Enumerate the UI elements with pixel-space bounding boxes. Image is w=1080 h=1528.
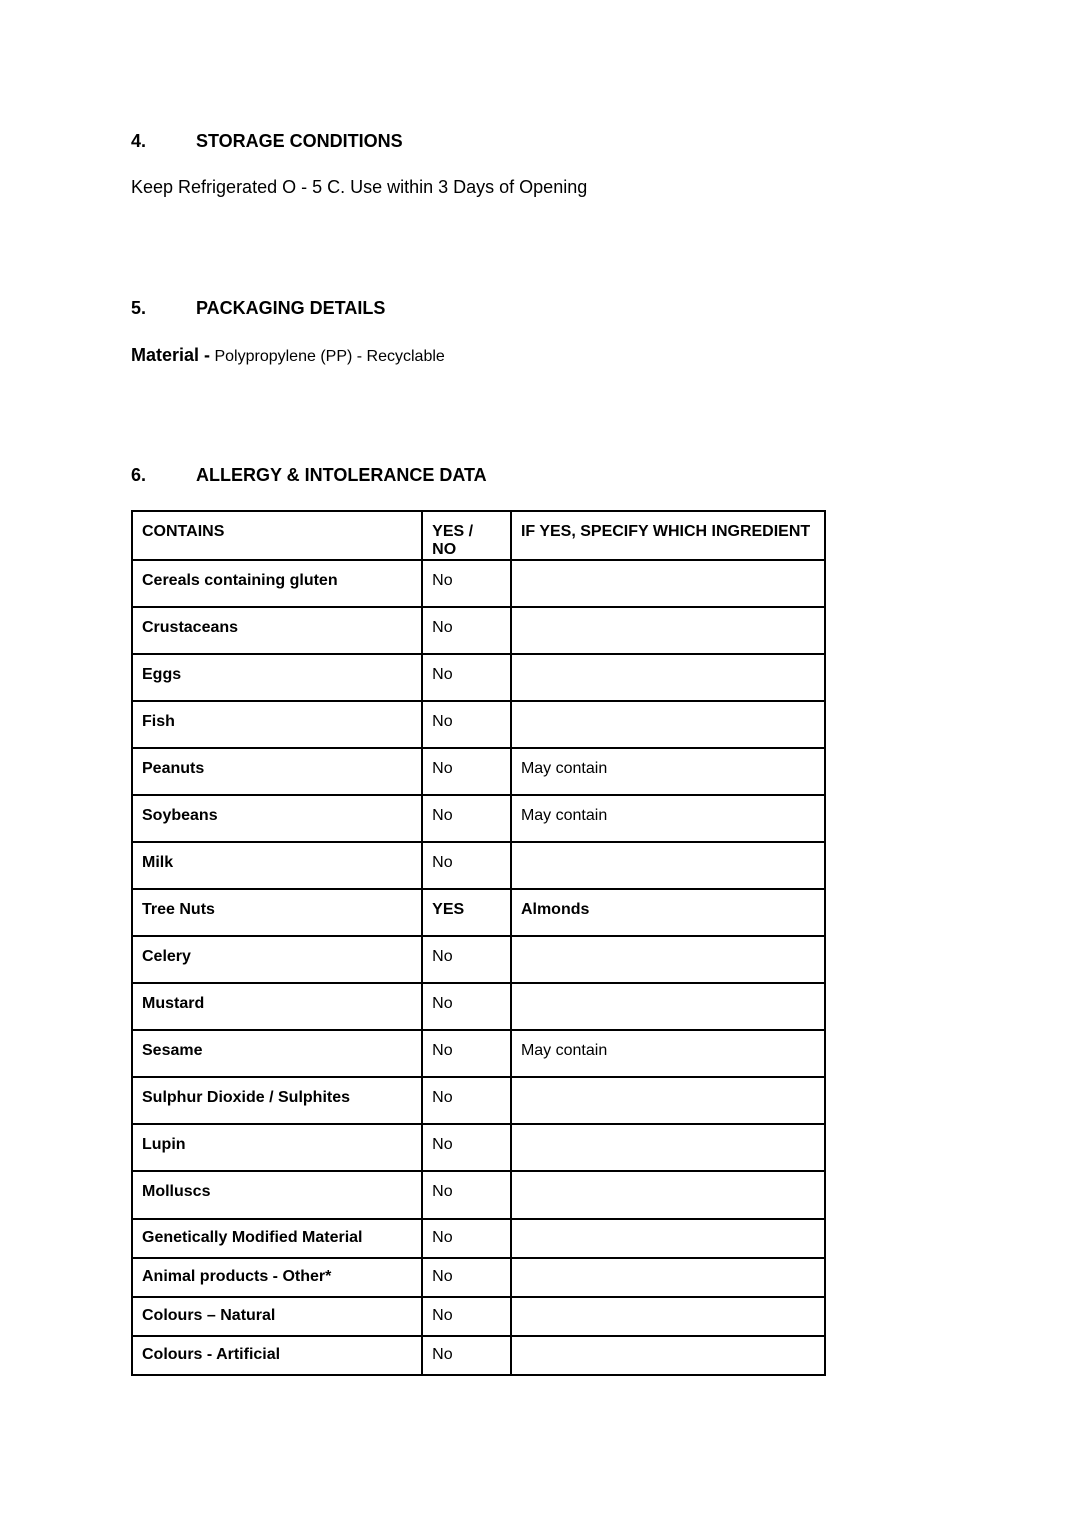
allergen-name: Lupin	[132, 1124, 422, 1171]
table-row	[132, 795, 825, 842]
allergen-name: Soybeans	[132, 795, 422, 842]
table-row	[132, 1124, 825, 1171]
allergen-ingredient	[511, 1124, 825, 1171]
allergen-ingredient	[511, 701, 825, 748]
allergen-name: Cereals containing gluten	[132, 560, 422, 607]
allergen-yes-no: No	[422, 1258, 511, 1297]
allergen-ingredient	[511, 983, 825, 1030]
storage-number: 4.	[131, 131, 147, 151]
allergen-yes-no: No	[422, 1336, 511, 1375]
allergen-ingredient	[511, 560, 825, 607]
header-ingredient: IF YES, SPECIFY WHICH INGREDIENT	[511, 511, 825, 560]
allergy-number: 6.	[131, 465, 147, 485]
allergen-yes-no: No	[422, 748, 511, 795]
allergen-name: Sesame	[132, 1030, 422, 1077]
allergen-ingredient	[511, 1171, 825, 1219]
allergen-yes-no: No	[422, 1124, 511, 1171]
allergy-table	[131, 510, 826, 1376]
table-row	[132, 1077, 825, 1124]
allergen-yes-no: No	[422, 607, 511, 654]
packaging-number: 5.	[131, 298, 147, 318]
allergen-yes-no: No	[422, 1219, 511, 1258]
allergen-ingredient	[511, 936, 825, 983]
allergen-name: Milk	[132, 842, 422, 889]
allergen-name: Crustaceans	[132, 607, 422, 654]
allergen-ingredient	[511, 654, 825, 701]
allergen-name: Peanuts	[132, 748, 422, 795]
table-row	[132, 1030, 825, 1077]
table-row	[132, 1219, 825, 1258]
storage-heading	[131, 131, 403, 152]
allergen-ingredient: Almonds	[511, 889, 825, 936]
packaging-heading	[131, 298, 385, 319]
storage-text: Keep Refrigerated O - 5 C. Use within 3 Days of Opening	[131, 177, 588, 197]
allergen-yes-no: No	[422, 795, 511, 842]
table-row	[132, 1297, 825, 1336]
allergen-ingredient	[511, 1077, 825, 1124]
table-row	[132, 1171, 825, 1219]
allergen-name: Celery	[132, 936, 422, 983]
table-row	[132, 748, 825, 795]
allergen-ingredient	[511, 1297, 825, 1336]
table-row	[132, 842, 825, 889]
table-row	[132, 607, 825, 654]
allergen-yes-no: No	[422, 654, 511, 701]
material-label: Material -	[131, 345, 211, 365]
allergen-name: Molluscs	[132, 1171, 422, 1219]
allergen-yes-no: No	[422, 1171, 511, 1219]
allergen-ingredient	[511, 1336, 825, 1375]
table-row	[132, 1258, 825, 1297]
allergen-name: Genetically Modified Material	[132, 1219, 422, 1258]
header-contains: CONTAINS	[132, 511, 422, 560]
allergen-name: Colours – Natural	[132, 1297, 422, 1336]
allergen-ingredient: May contain	[511, 748, 825, 795]
allergen-yes-no: No	[422, 842, 511, 889]
allergy-heading	[131, 465, 487, 486]
allergen-name: Fish	[132, 701, 422, 748]
allergen-ingredient: May contain	[511, 795, 825, 842]
allergen-ingredient: May contain	[511, 1030, 825, 1077]
table-row	[132, 560, 825, 607]
allergen-name: Tree Nuts	[132, 889, 422, 936]
allergen-yes-no: No	[422, 1030, 511, 1077]
allergen-yes-no: No	[422, 936, 511, 983]
table-row	[132, 889, 825, 936]
allergen-ingredient	[511, 1258, 825, 1297]
allergen-ingredient	[511, 842, 825, 889]
allergen-yes-no: No	[422, 701, 511, 748]
allergy-title: ALLERGY & INTOLERANCE DATA	[196, 465, 487, 485]
allergen-ingredient	[511, 1219, 825, 1258]
allergen-yes-no: No	[422, 560, 511, 607]
allergen-yes-no: No	[422, 983, 511, 1030]
table-row	[132, 654, 825, 701]
allergen-yes-no: No	[422, 1077, 511, 1124]
allergen-ingredient	[511, 607, 825, 654]
material-value: Polypropylene (PP) - Recyclable	[210, 348, 445, 365]
allergen-yes-no: No	[422, 1297, 511, 1336]
storage-title: STORAGE CONDITIONS	[196, 131, 403, 151]
allergen-name: Mustard	[132, 983, 422, 1030]
allergen-name: Eggs	[132, 654, 422, 701]
allergen-name: Sulphur Dioxide / Sulphites	[132, 1077, 422, 1124]
allergen-name: Colours - Artificial	[132, 1336, 422, 1375]
table-row	[132, 1336, 825, 1375]
packaging-material	[131, 345, 445, 366]
table-header-row	[132, 511, 825, 560]
allergen-yes-no: YES	[422, 889, 511, 936]
packaging-title: PACKAGING DETAILS	[196, 298, 386, 318]
header-yes-no: YES / NO	[422, 511, 511, 560]
allergen-name: Animal products - Other*	[132, 1258, 422, 1297]
table-row	[132, 701, 825, 748]
table-row	[132, 936, 825, 983]
table-row	[132, 983, 825, 1030]
